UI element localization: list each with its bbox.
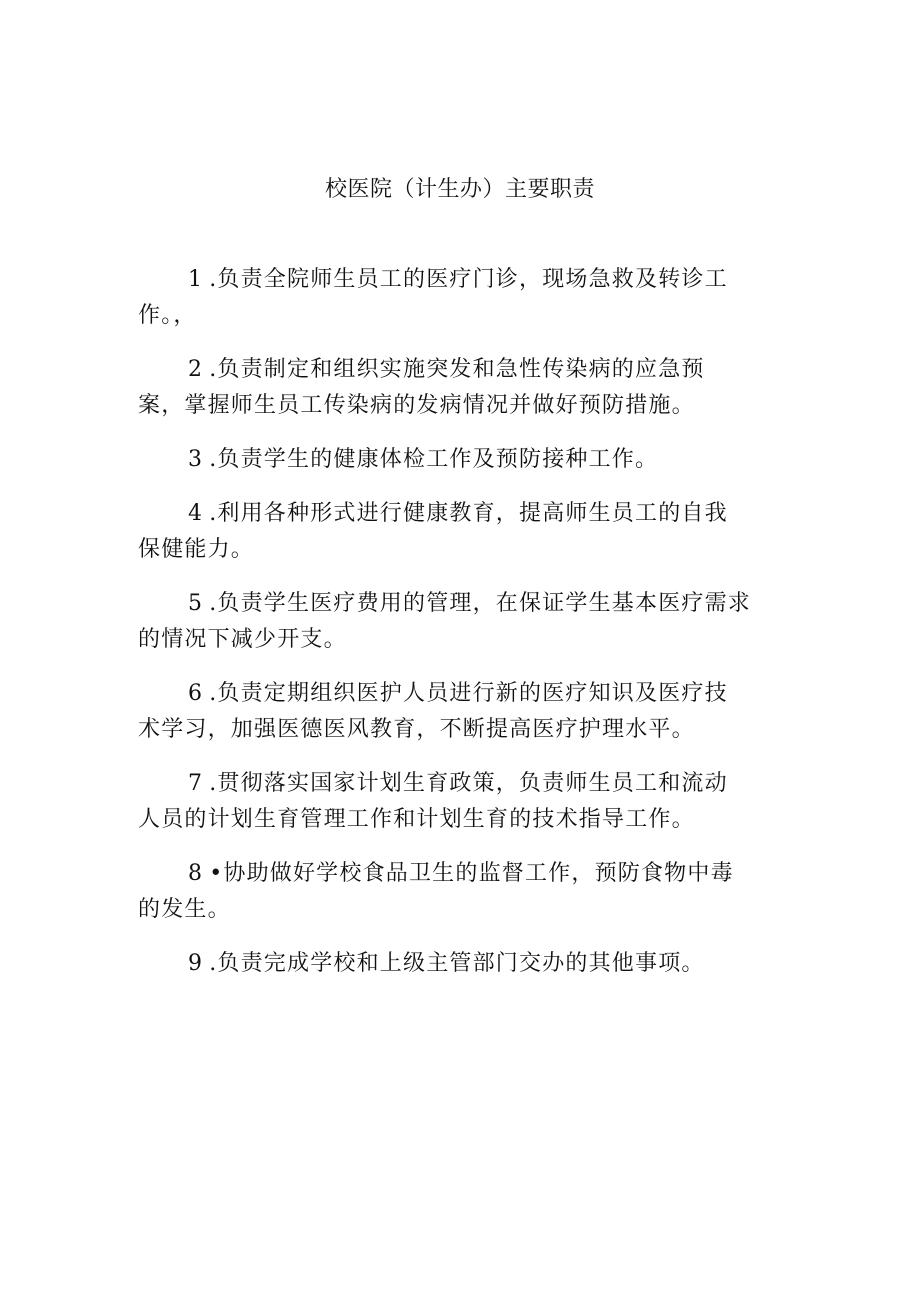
duty-item-5 [138, 586, 798, 658]
duty-item-text: •协助做好学校食品卫生的监督工作，预防食物中毒 [209, 861, 734, 886]
duty-item-text: .负责制定和组织实施突发和急性传染病的应急预 [209, 357, 705, 382]
duty-list [138, 262, 798, 1000]
duty-item-line [138, 946, 798, 982]
duty-item-line: 的发生。 [138, 897, 231, 922]
duty-item-number: 3 [188, 447, 204, 472]
duty-item-6 [138, 676, 798, 748]
duty-item-line: 案，掌握师生员工传染病的发病情况并做好预防措施。 [138, 393, 695, 418]
duty-item-number: 9 [188, 951, 204, 976]
duty-item-3 [138, 442, 798, 478]
duty-item-9 [138, 946, 798, 982]
duty-item-line: 保健能力。 [138, 537, 255, 562]
duty-item-line: 作。， [138, 303, 197, 328]
duty-item-text: .负责完成学校和上级主管部门交办的其他事项。 [209, 951, 705, 976]
document-title: 校医院（计生办）主要职责 [324, 177, 595, 202]
duty-item-line: 术学习，加强医德医风教育，不断提高医疗护理水平。 [138, 717, 695, 742]
duty-item-text: .贯彻落实国家计划生育政策，负责师生员工和流动 [209, 771, 728, 796]
duty-item-text: .负责全院师生员工的医疗门诊，现场急救及转诊工 [209, 267, 728, 292]
duty-item-line [138, 856, 798, 892]
duty-item-text: .负责定期组织医护人员进行新的医疗知识及医疗技 [209, 681, 728, 706]
duty-item-line: 人员的计划生育管理工作和计划生育的技术指导工作。 [138, 807, 695, 832]
duty-item-7 [138, 766, 798, 838]
duty-item-line [138, 766, 798, 802]
duty-item-number: 1 [188, 267, 204, 292]
duty-item-line [138, 586, 798, 622]
duty-item-line [138, 496, 798, 532]
duty-item-number: 2 [188, 357, 204, 382]
duty-item-line [138, 262, 798, 298]
duty-item-text: .负责学生的健康体检工作及预防接种工作。 [209, 447, 659, 472]
duty-item-number: 6 [188, 681, 204, 706]
duty-item-number: 5 [188, 591, 204, 616]
duty-item-line [138, 352, 798, 388]
duty-item-2 [138, 352, 798, 424]
duty-item-number: 4 [188, 501, 204, 526]
duty-item-number: 8 [188, 861, 204, 886]
duty-item-line: 的情况下减少开支。 [138, 627, 347, 652]
duty-item-text: .利用各种形式进行健康教育，提高师生员工的自我 [209, 501, 728, 526]
duty-item-line [138, 442, 798, 478]
duty-item-text: .负责学生医疗费用的管理，在保证学生基本医疗需求 [209, 591, 751, 616]
duty-item-4 [138, 496, 798, 568]
duty-item-line [138, 676, 798, 712]
duty-item-1 [138, 262, 798, 334]
duty-item-number: 7 [188, 771, 204, 796]
duty-item-8 [138, 856, 798, 928]
